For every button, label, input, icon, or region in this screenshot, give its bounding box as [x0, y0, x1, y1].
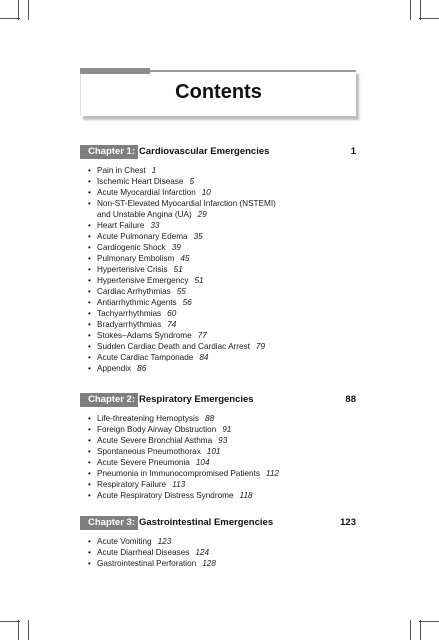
entry-title: Pain in Chest	[97, 166, 146, 175]
entry-title-continued: and Unstable Angina (UA)	[97, 210, 192, 219]
entry-title: Heart Failure	[97, 221, 145, 230]
entry-page: 35	[193, 232, 203, 241]
crop-mark	[0, 621, 20, 622]
toc-entry[interactable]	[88, 536, 216, 547]
toc-entry[interactable]	[88, 457, 279, 468]
entry-title: Acute Cardiac Tamponade	[97, 353, 194, 362]
crop-mark	[420, 0, 421, 20]
toc-entry[interactable]	[88, 176, 276, 187]
chapter-label: Chapter 1:	[80, 145, 138, 159]
chapter-label: Chapter 3:	[80, 516, 138, 530]
crop-mark	[18, 0, 19, 20]
chapter-label: Chapter 2:	[80, 393, 138, 407]
toc-entry[interactable]	[88, 286, 276, 297]
toc-entry[interactable]	[88, 479, 279, 490]
toc-entry[interactable]	[88, 446, 279, 457]
chapter-title: Cardiovascular Emergencies	[139, 146, 270, 157]
entry-title: Spontaneous Pneumothorax	[97, 447, 201, 456]
toc-entry[interactable]	[88, 165, 276, 176]
entry-title: Respiratory Failure	[97, 480, 167, 489]
toc-entry[interactable]	[88, 330, 276, 341]
chapter-page: 88	[345, 394, 356, 405]
entry-title: Appendix	[97, 364, 132, 373]
entry-page: 1	[151, 166, 157, 175]
chapter-title: Gastrointestinal Emergencies	[139, 517, 274, 528]
entry-title: Life-threatening Hemoptysis	[97, 414, 199, 423]
entry-page: 113	[172, 480, 186, 489]
chapter-entry-list	[88, 165, 276, 374]
page-title: Contents	[175, 81, 262, 103]
entry-title: Foreign Body Airway Obstruction	[97, 425, 217, 434]
entry-page: 124	[195, 548, 210, 557]
toc-entry[interactable]	[88, 558, 216, 569]
entry-page: 5	[189, 177, 195, 186]
entry-title: Cardiogenic Shock	[97, 243, 166, 252]
toc-entry[interactable]	[88, 275, 276, 286]
entry-page: 60	[167, 309, 177, 318]
crop-mark	[419, 621, 439, 622]
chapter-page: 123	[340, 517, 356, 528]
entry-title: Non-ST-Elevated Myocardial Infarction (NSTEMI)	[97, 199, 276, 208]
toc-entry[interactable]	[88, 352, 276, 363]
toc-entry[interactable]	[88, 341, 276, 352]
crop-mark	[420, 620, 421, 640]
chapter-entry-list	[88, 413, 279, 501]
toc-entry[interactable]	[88, 220, 276, 231]
toc-entry[interactable]	[88, 490, 279, 501]
entry-title: Gastrointestinal Perforation	[97, 559, 197, 568]
entry-page: 79	[255, 342, 266, 351]
entry-page: 10	[201, 188, 211, 197]
entry-title: Acute Severe Bronchial Asthma	[97, 436, 213, 445]
entry-page: 33	[150, 221, 160, 230]
entry-title: Cardiac Arrhythmias	[97, 287, 171, 296]
crop-mark	[410, 620, 411, 640]
entry-title: Acute Myocardial Infarction	[97, 188, 196, 197]
toc-entry[interactable]	[88, 264, 276, 275]
entry-title: Hypertensive Crisis	[97, 265, 168, 274]
toc-entry[interactable]	[88, 308, 276, 319]
toc-entry[interactable]	[88, 231, 276, 242]
entry-page: 104	[195, 458, 210, 467]
toc-entry[interactable]	[88, 242, 276, 253]
crop-mark	[28, 620, 29, 640]
chapter-page: 1	[350, 146, 356, 157]
entry-title: Bradyarrhythmias	[97, 320, 162, 329]
entry-page: 91	[222, 425, 232, 434]
crop-mark	[18, 620, 19, 640]
entry-page: 45	[180, 254, 190, 263]
entry-title: Pneumonia in Immunocompromised Patients	[97, 469, 260, 478]
entry-page: 128	[202, 559, 216, 568]
entry-page: 56	[182, 298, 192, 307]
entry-page: 51	[194, 276, 204, 285]
entry-title: Acute Respiratory Distress Syndrome	[97, 491, 234, 500]
entry-title: Hypertensive Emergency	[97, 276, 189, 285]
entry-page: 39	[171, 243, 181, 252]
entry-page: 74	[167, 320, 177, 329]
entry-page: 51	[173, 265, 183, 274]
toc-entry[interactable]	[88, 468, 279, 479]
toc-entry[interactable]	[88, 297, 276, 308]
crop-mark	[0, 18, 20, 19]
entry-page: 88	[204, 414, 215, 423]
toc-entry[interactable]	[88, 424, 279, 435]
entry-page: 101	[206, 447, 221, 456]
entry-page: 118	[239, 491, 253, 500]
chapter-header[interactable]	[80, 145, 356, 159]
entry-page: 123	[157, 537, 172, 546]
toc-entry[interactable]	[88, 363, 276, 374]
toc-entry[interactable]	[88, 198, 276, 220]
entry-title: Acute Severe Pneumonia	[97, 458, 190, 467]
toc-entry[interactable]	[88, 413, 279, 424]
entry-page: 77	[197, 331, 207, 340]
chapter-header[interactable]	[80, 393, 356, 407]
entry-title: Antiarrhythmic Agents	[97, 298, 177, 307]
entry-title: Acute Pulmonary Edema	[97, 232, 188, 241]
entry-title: Pulmonary Embolism	[97, 254, 175, 263]
entry-page: 86	[137, 364, 147, 373]
toc-entry[interactable]	[88, 319, 276, 330]
crop-mark	[419, 18, 439, 19]
entry-title: Acute Diarrheal Diseases	[97, 548, 190, 557]
chapter-title: Respiratory Emergencies	[139, 394, 254, 405]
entry-title: Tachyarrhythmias	[97, 309, 162, 318]
toc-entry[interactable]	[88, 435, 279, 446]
entry-page: 55	[176, 287, 186, 296]
title-accent-bar	[80, 68, 150, 74]
toc-entry[interactable]	[88, 187, 276, 198]
entry-page: 93	[218, 436, 228, 445]
entry-page: 112	[265, 469, 279, 478]
entry-title: Sudden Cardiac Death and Cardiac Arrest	[97, 342, 250, 351]
entry-title: Ischemic Heart Disease	[97, 177, 184, 186]
crop-mark	[28, 0, 29, 20]
toc-entry[interactable]	[88, 547, 216, 558]
contents-title-box	[80, 70, 356, 116]
entry-page: 29	[197, 210, 207, 219]
toc-entry[interactable]	[88, 253, 276, 264]
chapter-entry-list	[88, 536, 216, 569]
crop-mark	[410, 0, 411, 20]
entry-title: Stokes–Adams Syndrome	[97, 331, 192, 340]
entry-page: 84	[199, 353, 209, 362]
entry-title: Acute Vomiting	[97, 537, 152, 546]
chapter-header[interactable]	[80, 516, 356, 530]
